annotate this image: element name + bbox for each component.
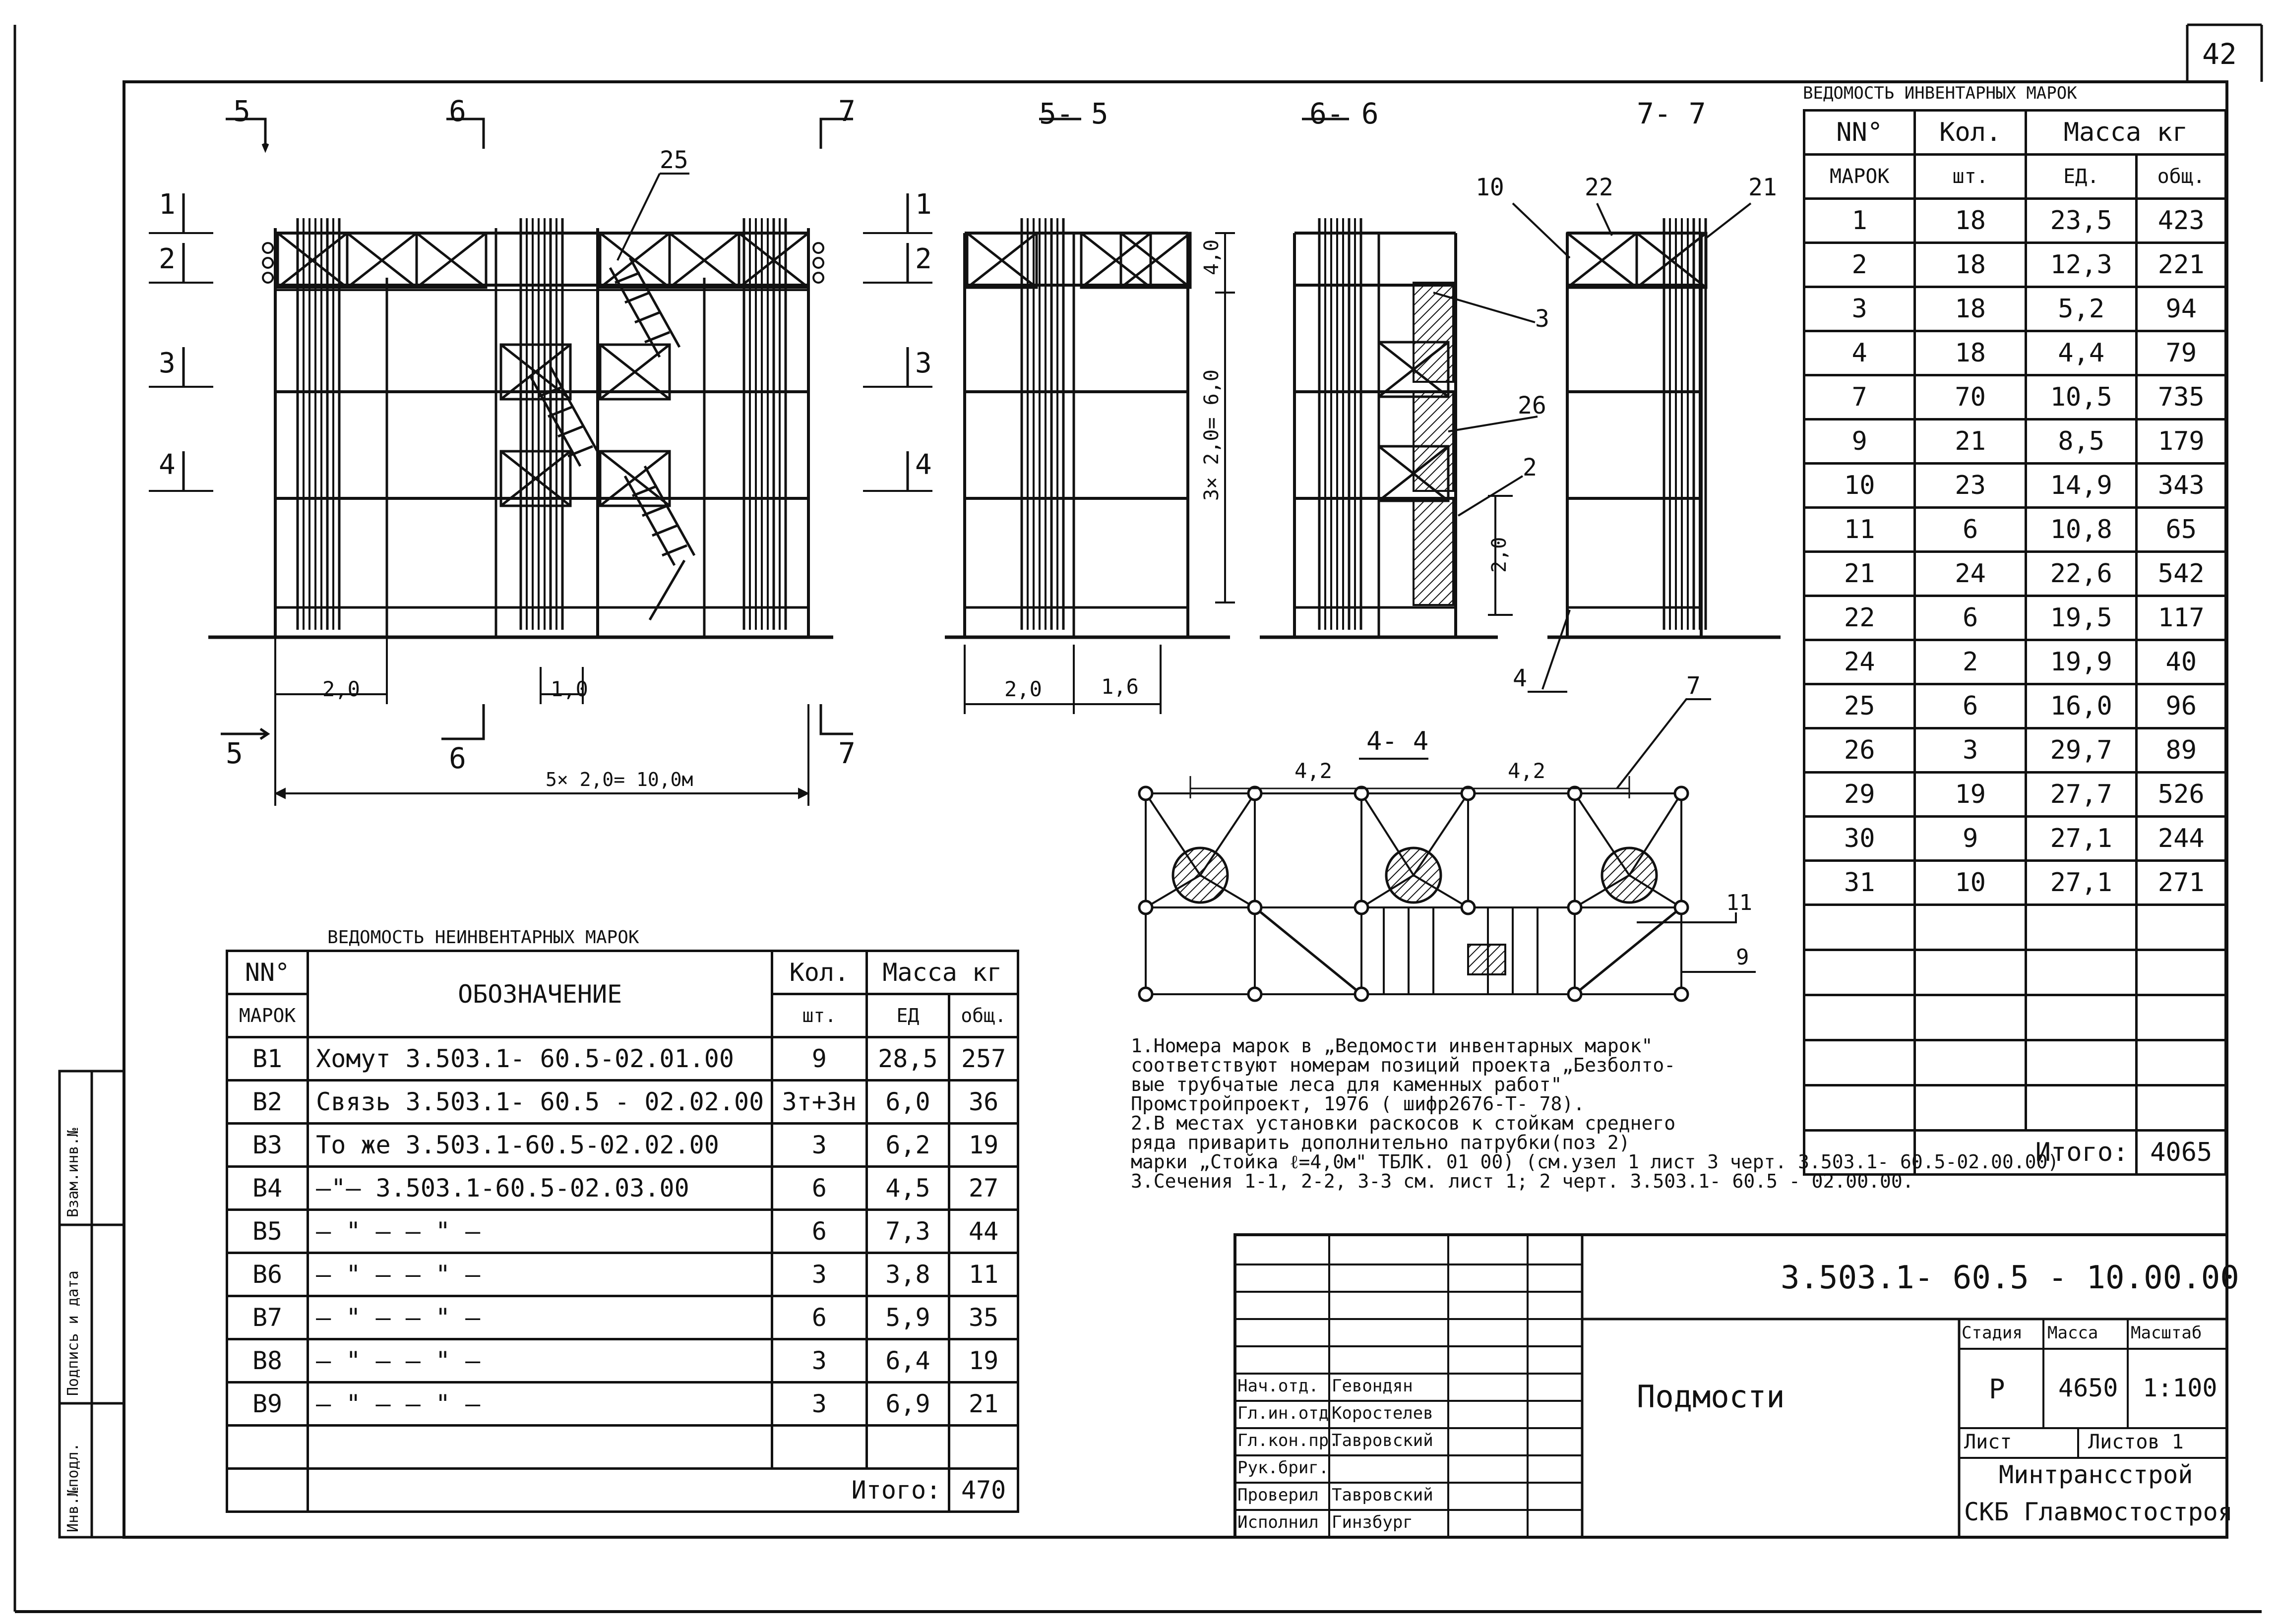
mark-no: 26 xyxy=(1804,728,1915,773)
callout-2: 2 xyxy=(1523,454,1537,481)
noninventory-table xyxy=(226,950,1019,1513)
noninventory-row xyxy=(227,1081,1018,1124)
qty: 18 xyxy=(1915,243,2026,287)
qty: 6 xyxy=(772,1167,866,1210)
mark-no: 11 xyxy=(1804,508,1915,552)
qty: 6 xyxy=(1915,596,2026,640)
mass-unit: 5,2 xyxy=(2026,287,2137,331)
mass-total: 735 xyxy=(2137,375,2226,420)
stamp-inv-orig: Инв.№подл. xyxy=(64,1443,82,1532)
dim-1-0: 1,0 xyxy=(551,677,588,701)
mass-total: 423 xyxy=(2137,199,2226,243)
level-mark-1: 1 xyxy=(159,188,176,221)
note-line: 1.Номера марок в „Ведомости инвентарных марок" xyxy=(1131,1035,1653,1057)
qty: 6 xyxy=(1915,508,2026,552)
scale-value: 1:100 xyxy=(2143,1374,2217,1402)
mark-no: В8 xyxy=(227,1339,308,1383)
mass-unit: 4,5 xyxy=(866,1167,949,1210)
callout-10: 10 xyxy=(1476,174,1504,201)
level-mark-2b: 2 xyxy=(915,243,932,275)
section-mark-6-top: 6 xyxy=(449,94,466,128)
sheets-label: Листов 1 xyxy=(2088,1431,2184,1453)
note-line: марки „Стойка ℓ=4,0м" ТБЛК. 01 00) (см.узел 1 лист 3 черт. 3.503.1- 60.5-02.00.00) xyxy=(1131,1151,2059,1173)
front-elevation xyxy=(149,119,853,806)
signatory-surname: Коростелев xyxy=(1332,1403,1433,1423)
stamp-vzam: Взам.инв.№ xyxy=(64,1128,82,1217)
inventory-row xyxy=(1804,420,2226,464)
level-mark-4: 4 xyxy=(159,449,176,481)
mass-unit: 16,0 xyxy=(2026,684,2137,728)
mark-no: 30 xyxy=(1804,817,1915,861)
section-7-7 xyxy=(1513,203,1781,692)
mass-total: 221 xyxy=(2137,243,2226,287)
qty: 24 xyxy=(1915,552,2026,596)
inventory-row xyxy=(1804,287,2226,331)
noninventory-table-title: ВЕДОМОСТЬ НЕИНВЕНТАРНЫХ МАРОК xyxy=(327,927,639,948)
mass-total: 36 xyxy=(949,1081,1018,1124)
drawing-code: 3.503.1- 60.5 - 10.00.00 xyxy=(1781,1260,2239,1296)
title-section-5-5: 5- 5 xyxy=(1039,97,1109,130)
mass-unit: 7,3 xyxy=(866,1210,949,1253)
dim-2-0-c: 2,0 xyxy=(1488,537,1511,573)
ni-header-unit: ЕД xyxy=(866,994,949,1037)
inventory-row xyxy=(1804,773,2226,817)
title-section-6-6: 6- 6 xyxy=(1309,97,1379,130)
inventory-row xyxy=(1804,640,2226,684)
drawing-name: Подмости xyxy=(1637,1379,1785,1415)
mass-total: 27 xyxy=(949,1167,1018,1210)
dim-height: 3× 2,0= 6,0 xyxy=(1200,369,1223,501)
qty: 6 xyxy=(1915,684,2026,728)
qty: 9 xyxy=(1915,817,2026,861)
sheet-label: Лист xyxy=(1964,1431,2012,1453)
mark-no: 1 xyxy=(1804,199,1915,243)
sheet-number: 42 xyxy=(2202,37,2237,71)
level-mark-2: 2 xyxy=(159,243,176,275)
mark-no: 21 xyxy=(1804,552,1915,596)
ni-header-pcs: шт. xyxy=(772,994,866,1037)
callout-25: 25 xyxy=(660,146,688,174)
dim-4-2-b: 4,2 xyxy=(1508,759,1545,783)
signatory-surname: Гевондян xyxy=(1332,1376,1413,1396)
ni-header-qty: Кол. xyxy=(772,951,866,994)
ni-header-marks: МАРОК xyxy=(227,994,308,1037)
mass-total: 89 xyxy=(2137,728,2226,773)
noninventory-row xyxy=(227,1037,1018,1081)
inventory-row xyxy=(1804,199,2226,243)
mass-total: 79 xyxy=(2137,331,2226,375)
level-mark-4b: 4 xyxy=(915,449,932,481)
inventory-row xyxy=(1804,861,2226,905)
mark-no: 24 xyxy=(1804,640,1915,684)
note-line: вые трубчатые леса для каменных работ" xyxy=(1131,1074,1562,1095)
designation: —"— 3.503.1-60.5-02.03.00 xyxy=(308,1167,772,1210)
header-marks: МАРОК xyxy=(1804,155,1915,199)
signatory-role: Нач.отд. xyxy=(1237,1376,1319,1396)
signatory-surname: Тавровский xyxy=(1332,1431,1433,1450)
qty: 2 xyxy=(1915,640,2026,684)
signatory-role: Гл.кон.пр. xyxy=(1237,1431,1339,1450)
header-total: общ. xyxy=(2137,155,2226,199)
mass-total: 542 xyxy=(2137,552,2226,596)
mark-no: В2 xyxy=(227,1081,308,1124)
note-line: 3.Сечения 1-1, 2-2, 3-3 см. лист 1; 2 черт. 3.503.1- 60.5 - 02.00.00. xyxy=(1131,1170,1914,1192)
mass-total: 65 xyxy=(2137,508,2226,552)
mark-no: 7 xyxy=(1804,375,1915,420)
mass-total: 257 xyxy=(949,1037,1018,1081)
qty: 6 xyxy=(772,1210,866,1253)
qty: 10 xyxy=(1915,861,2026,905)
mass-total: 96 xyxy=(2137,684,2226,728)
callout-9: 9 xyxy=(1736,945,1749,970)
mass-total: 19 xyxy=(949,1124,1018,1167)
mark-no: В9 xyxy=(227,1383,308,1426)
mass-total: 94 xyxy=(2137,287,2226,331)
mass-unit: 6,2 xyxy=(866,1124,949,1167)
ni-header-mass: Масса кг xyxy=(866,951,1018,994)
mark-no: В4 xyxy=(227,1167,308,1210)
dim-2-0-b: 2,0 xyxy=(1004,677,1042,701)
inventory-itogo-label: Итого: xyxy=(1915,1131,2137,1175)
qty: 3 xyxy=(772,1253,866,1296)
dim-bay-2-0: 2,0 xyxy=(322,677,360,701)
noninventory-row xyxy=(227,1296,1018,1339)
mass-unit: 23,5 xyxy=(2026,199,2137,243)
callout-3: 3 xyxy=(1535,305,1549,333)
qty: 9 xyxy=(772,1037,866,1081)
inventory-row xyxy=(1804,243,2226,287)
mass-total: 526 xyxy=(2137,773,2226,817)
mark-no: 9 xyxy=(1804,420,1915,464)
stage-label: Стадия xyxy=(1962,1323,2023,1343)
noninventory-row xyxy=(227,1383,1018,1426)
inventory-table-title: ВЕДОМОСТЬ ИНВЕНТАРНЫХ МАРОК xyxy=(1803,83,2077,103)
callout-11: 11 xyxy=(1726,890,1752,915)
mass-unit: 22,6 xyxy=(2026,552,2137,596)
callout-22: 22 xyxy=(1585,174,1613,201)
inventory-row xyxy=(1804,728,2226,773)
section-6-6 xyxy=(1260,218,1538,637)
section-mark-5-top: 5 xyxy=(233,94,250,128)
designation: — " — — " — xyxy=(308,1253,772,1296)
qty: 3 xyxy=(772,1383,866,1426)
dim-total: 5× 2,0= 10,0м xyxy=(546,769,693,790)
qty: 70 xyxy=(1915,375,2026,420)
inventory-row xyxy=(1804,464,2226,508)
mass-total: 343 xyxy=(2137,464,2226,508)
noninventory-row xyxy=(227,1167,1018,1210)
qty: 3 xyxy=(1915,728,2026,773)
mark-no: 10 xyxy=(1804,464,1915,508)
mass-unit: 10,5 xyxy=(2026,375,2137,420)
designation: Связь 3.503.1- 60.5 - 02.02.00 xyxy=(308,1081,772,1124)
noninventory-row xyxy=(227,1124,1018,1167)
ni-header-total: общ. xyxy=(949,994,1018,1037)
mass-total: 40 xyxy=(2137,640,2226,684)
mass-total: 11 xyxy=(949,1253,1018,1296)
qty: 19 xyxy=(1915,773,2026,817)
signatory-surname: Гинзбург xyxy=(1332,1512,1413,1532)
stage-value: Р xyxy=(1989,1374,2005,1405)
organization-1: Минтрансстрой xyxy=(1999,1460,2193,1489)
mass-total: 271 xyxy=(2137,861,2226,905)
mark-no: 22 xyxy=(1804,596,1915,640)
level-mark-3: 3 xyxy=(159,347,176,379)
noninventory-itogo-label: Итого: xyxy=(308,1469,949,1512)
qty: 18 xyxy=(1915,287,2026,331)
mark-no: 25 xyxy=(1804,684,1915,728)
inventory-table xyxy=(1803,109,2227,1176)
qty: 21 xyxy=(1915,420,2026,464)
signatory-role: Рук.бриг. xyxy=(1237,1458,1329,1478)
qty: 18 xyxy=(1915,331,2026,375)
inventory-row xyxy=(1804,375,2226,420)
organization-2: СКБ Главмостостроя xyxy=(1964,1498,2233,1526)
callout-26: 26 xyxy=(1518,392,1546,420)
qty: 3т+3н xyxy=(772,1081,866,1124)
ni-header-no: NN° xyxy=(227,951,308,994)
note-line: ряда приварить дополнительно патрубки(поз 2) xyxy=(1131,1132,1630,1153)
mass-total: 35 xyxy=(949,1296,1018,1339)
designation: — " — — " — xyxy=(308,1383,772,1426)
mark-no: 4 xyxy=(1804,331,1915,375)
mass-unit: 10,8 xyxy=(2026,508,2137,552)
mass-unit: 3,8 xyxy=(866,1253,949,1296)
mass-total: 21 xyxy=(949,1383,1018,1426)
header-mass: Масса кг xyxy=(2026,111,2225,155)
mark-no: 2 xyxy=(1804,243,1915,287)
section-mark-7-top: 7 xyxy=(838,94,856,128)
callout-7: 7 xyxy=(1686,672,1701,700)
mass-unit: 19,9 xyxy=(2026,640,2137,684)
designation: — " — — " — xyxy=(308,1210,772,1253)
header-unit: ЕД. xyxy=(2026,155,2137,199)
mass-value: 4650 xyxy=(2058,1374,2118,1402)
inventory-row xyxy=(1804,331,2226,375)
notes xyxy=(1131,1036,2059,1191)
section-mark-7-bottom: 7 xyxy=(838,736,856,770)
mark-no: 3 xyxy=(1804,287,1915,331)
mass-unit: 12,3 xyxy=(2026,243,2137,287)
signatory-surname: Тавровский xyxy=(1332,1485,1433,1505)
mass-unit: 5,9 xyxy=(866,1296,949,1339)
mark-no: В5 xyxy=(227,1210,308,1253)
dim-4-0: 4,0 xyxy=(1200,239,1223,275)
mass-unit: 4,4 xyxy=(2026,331,2137,375)
qty: 23 xyxy=(1915,464,2026,508)
mass-unit: 6,0 xyxy=(866,1081,949,1124)
dim-4-2-a: 4,2 xyxy=(1294,759,1332,783)
qty: 18 xyxy=(1915,199,2026,243)
dim-1-6: 1,6 xyxy=(1101,674,1139,699)
level-mark-3b: 3 xyxy=(915,347,932,379)
noninventory-row xyxy=(227,1253,1018,1296)
mass-total: 244 xyxy=(2137,817,2226,861)
header-pcs: шт. xyxy=(1915,155,2026,199)
callout-4: 4 xyxy=(1513,664,1527,692)
scale-label: Масштаб xyxy=(2131,1323,2202,1343)
noninventory-row xyxy=(227,1210,1018,1253)
signatory-role: Проверил xyxy=(1237,1485,1319,1505)
ni-header-desig: ОБОЗНАЧЕНИЕ xyxy=(308,951,772,1037)
designation: — " — — " — xyxy=(308,1339,772,1383)
mass-unit: 27,7 xyxy=(2026,773,2137,817)
mass-unit: 28,5 xyxy=(866,1037,949,1081)
mark-no: В3 xyxy=(227,1124,308,1167)
plan-4-4 xyxy=(1139,699,1756,1001)
mass-unit: 8,5 xyxy=(2026,420,2137,464)
section-mark-5-bottom: 5 xyxy=(226,736,243,770)
header-no: NN° xyxy=(1804,111,1915,155)
designation: То же 3.503.1-60.5-02.02.00 xyxy=(308,1124,772,1167)
mass-total: 44 xyxy=(949,1210,1018,1253)
signatory-role: Гл.ин.отд xyxy=(1237,1403,1329,1423)
mass-total: 117 xyxy=(2137,596,2226,640)
header-qty: Кол. xyxy=(1915,111,2026,155)
mark-no: В7 xyxy=(227,1296,308,1339)
mass-unit: 19,5 xyxy=(2026,596,2137,640)
mass-unit: 29,7 xyxy=(2026,728,2137,773)
inventory-itogo-value: 4065 xyxy=(2137,1131,2226,1175)
designation: — " — — " — xyxy=(308,1296,772,1339)
inventory-row xyxy=(1804,508,2226,552)
callout-21: 21 xyxy=(1748,174,1777,201)
mass-total: 19 xyxy=(949,1339,1018,1383)
designation: Хомут 3.503.1- 60.5-02.01.00 xyxy=(308,1037,772,1081)
mass-unit: 6,9 xyxy=(866,1383,949,1426)
mass-unit: 14,9 xyxy=(2026,464,2137,508)
noninventory-itogo-value: 470 xyxy=(949,1469,1018,1512)
mark-no: В6 xyxy=(227,1253,308,1296)
inventory-row xyxy=(1804,684,2226,728)
qty: 6 xyxy=(772,1296,866,1339)
mass-label: Масса xyxy=(2047,1323,2098,1343)
mass-unit: 27,1 xyxy=(2026,817,2137,861)
qty: 3 xyxy=(772,1339,866,1383)
section-mark-6-bottom: 6 xyxy=(449,741,466,775)
mark-no: В1 xyxy=(227,1037,308,1081)
title-section-4-4: 4- 4 xyxy=(1366,726,1429,756)
inventory-row xyxy=(1804,552,2226,596)
signatory-role: Исполнил xyxy=(1237,1512,1319,1532)
inventory-row xyxy=(1804,596,2226,640)
noninventory-row xyxy=(227,1339,1018,1383)
section-5-5 xyxy=(863,119,1349,714)
mass-unit: 6,4 xyxy=(866,1339,949,1383)
note-line: соответствуют номерам позиций проекта „Безболто- xyxy=(1131,1054,1676,1076)
qty: 3 xyxy=(772,1124,866,1167)
title-section-7-7: 7- 7 xyxy=(1637,97,1706,130)
note-line: 2.В местах установки раскосов к стойкам среднего xyxy=(1131,1112,1676,1134)
inventory-row xyxy=(1804,817,2226,861)
stamp-sign-date: Подпись и дата xyxy=(64,1270,82,1396)
mass-unit: 27,1 xyxy=(2026,861,2137,905)
mark-no: 31 xyxy=(1804,861,1915,905)
mark-no: 29 xyxy=(1804,773,1915,817)
level-mark-1b: 1 xyxy=(915,188,932,221)
note-line: Промстройпроект, 1976 ( шифр2676-Т- 78). xyxy=(1131,1093,1585,1115)
mass-total: 179 xyxy=(2137,420,2226,464)
